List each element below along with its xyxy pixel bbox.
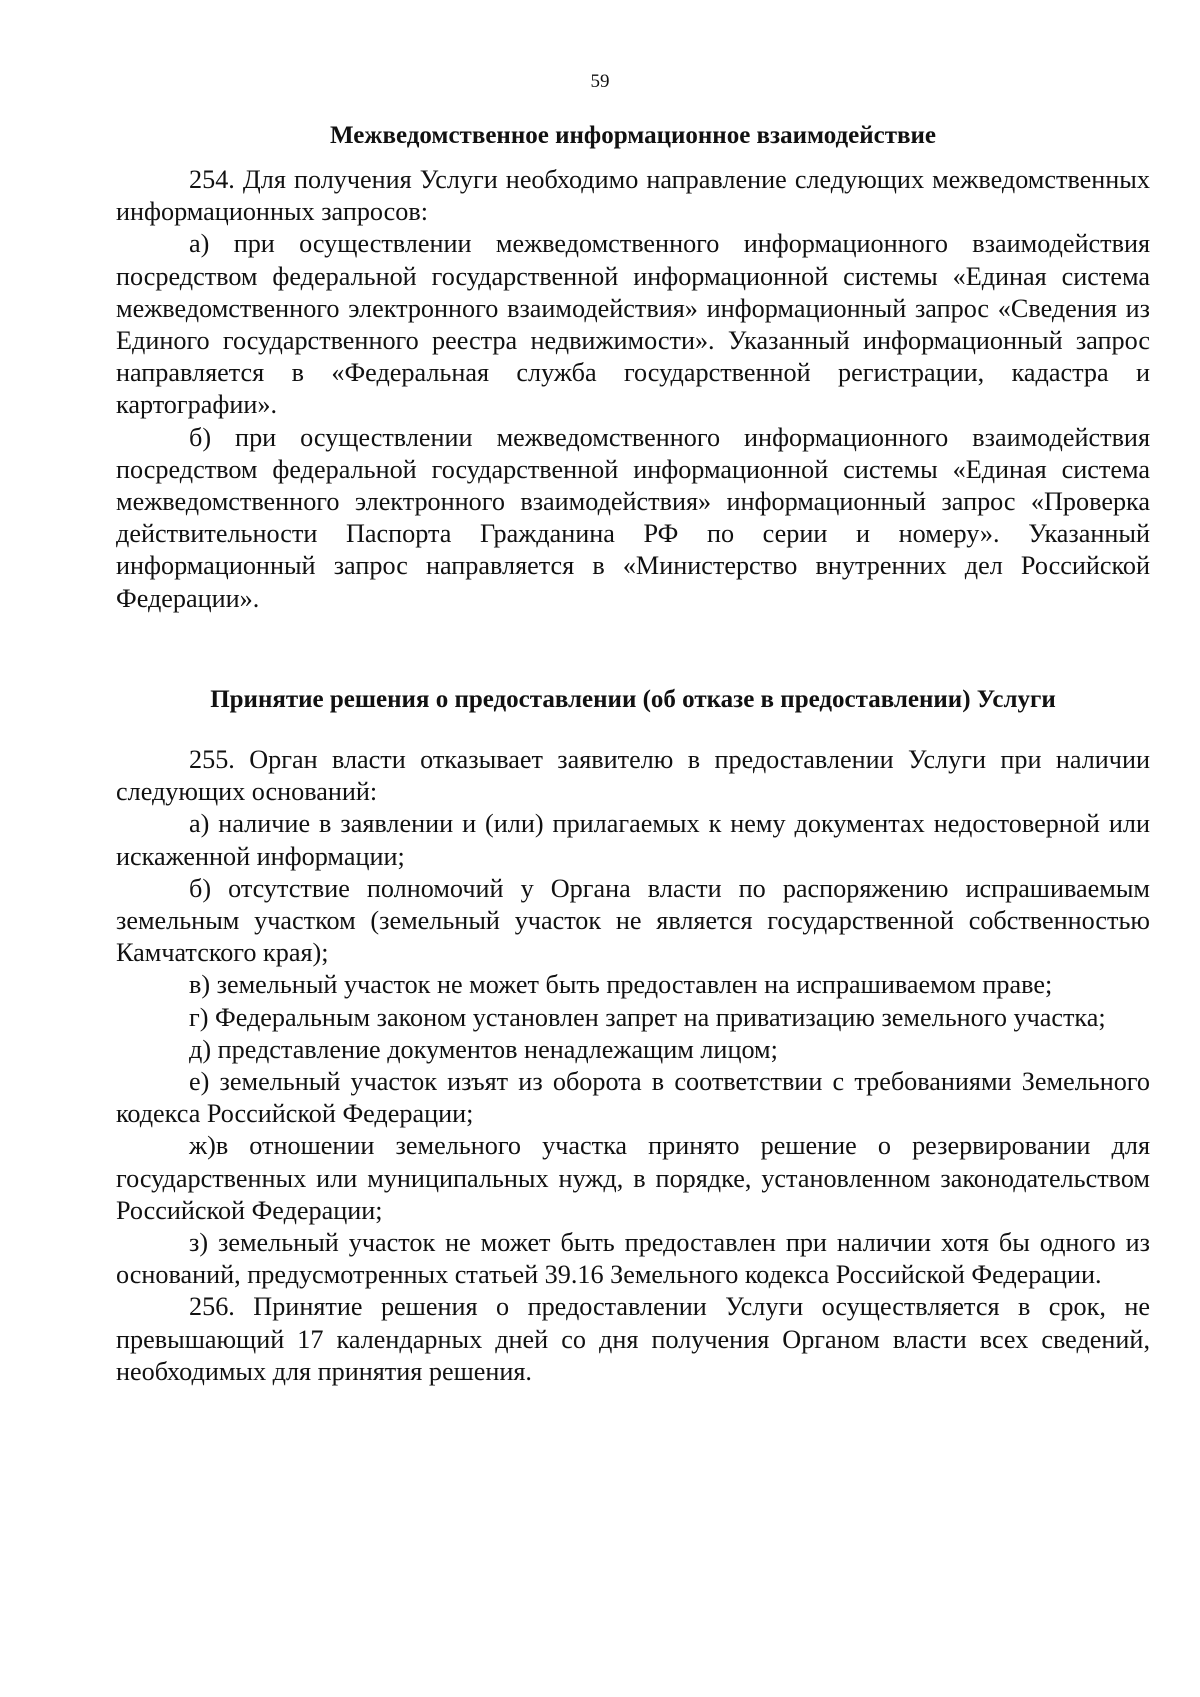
- section-heading-interagency: Межведомственное информационное взаимодействие: [330, 122, 936, 149]
- page-number: 59: [590, 71, 610, 92]
- paragraph-255-z: з) земельный участок не может быть предоставлен при наличии хотя бы одного из оснований, предусмотренных статьей 39.16 Земельного кодекса Российской Федерации.: [116, 1228, 1150, 1290]
- paragraph-255-v: в) земельный участок не может быть предоставлен на испрашиваемом праве;: [189, 970, 1053, 1000]
- paragraph-255-d: д) представление документов ненадлежащим лицом;: [189, 1034, 778, 1064]
- paragraph-255-e: е) земельный участок изъят из оборота в соответствии с требованиями Земельного кодекса Российской Федерации;: [116, 1067, 1150, 1129]
- paragraph-254-b: б) при осуществлении межведомственного информационного взаимодействия посредством федеральной государственной информационной системы «Единая система межведомственного электронного взаимодействия» информационный запрос «Проверка действительности Паспорта Гражданина РФ по серии и номеру». Указанный информационный запрос направляется в «Министерство внутренних дел Российской Федерации».: [116, 422, 1150, 613]
- section-body-interagency: [116, 164, 1150, 615]
- paragraph-255-b: б) отсутствие полномочий у Органа власти по распоряжению испрашиваемым земельным участком (земельный участок не является государственной собственностью Камчатского края);: [116, 873, 1150, 968]
- paragraph-254: 254. Для получения Услуги необходимо направление следующих межведомственных информационных запросов:: [116, 165, 1150, 227]
- paragraph-255-a: а) наличие в заявлении и (или) прилагаемых к нему документах недостоверной или искаженной информации;: [116, 809, 1150, 871]
- paragraph-254-a: а) при осуществлении межведомственного информационного взаимодействия посредством федеральной государственной информационной системы «Единая система межведомственного электронного взаимодействия» информационный запрос «Сведения из Единого государственного реестра недвижимости». Указанный информационный запрос направляется в «Федеральная служба государственной регистрации, кадастра и картографии».: [116, 229, 1150, 420]
- paragraph-255-zh: ж)в отношении земельного участка принято решение о резервировании для государственных или муниципальных нужд, в порядке, установленном законодательством Российской Федерации;: [116, 1131, 1150, 1225]
- paragraph-255: 255. Орган власти отказывает заявителю в предоставлении Услуги при наличии следующих оснований:: [116, 745, 1150, 807]
- paragraph-256: 256. Принятие решения о предоставлении Услуги осуществляется в срок, не превышающий 17 календарных дней со дня получения Органом власти всех сведений, необходимых для принятия решения.: [116, 1292, 1150, 1386]
- paragraph-255-g: г) Федеральным законом установлен запрет на приватизацию земельного участка;: [189, 1002, 1106, 1032]
- section-body-decision: [116, 744, 1150, 1388]
- section-heading-decision: Принятие решения о предоставлении (об отказе в предоставлении) Услуги: [210, 686, 1056, 713]
